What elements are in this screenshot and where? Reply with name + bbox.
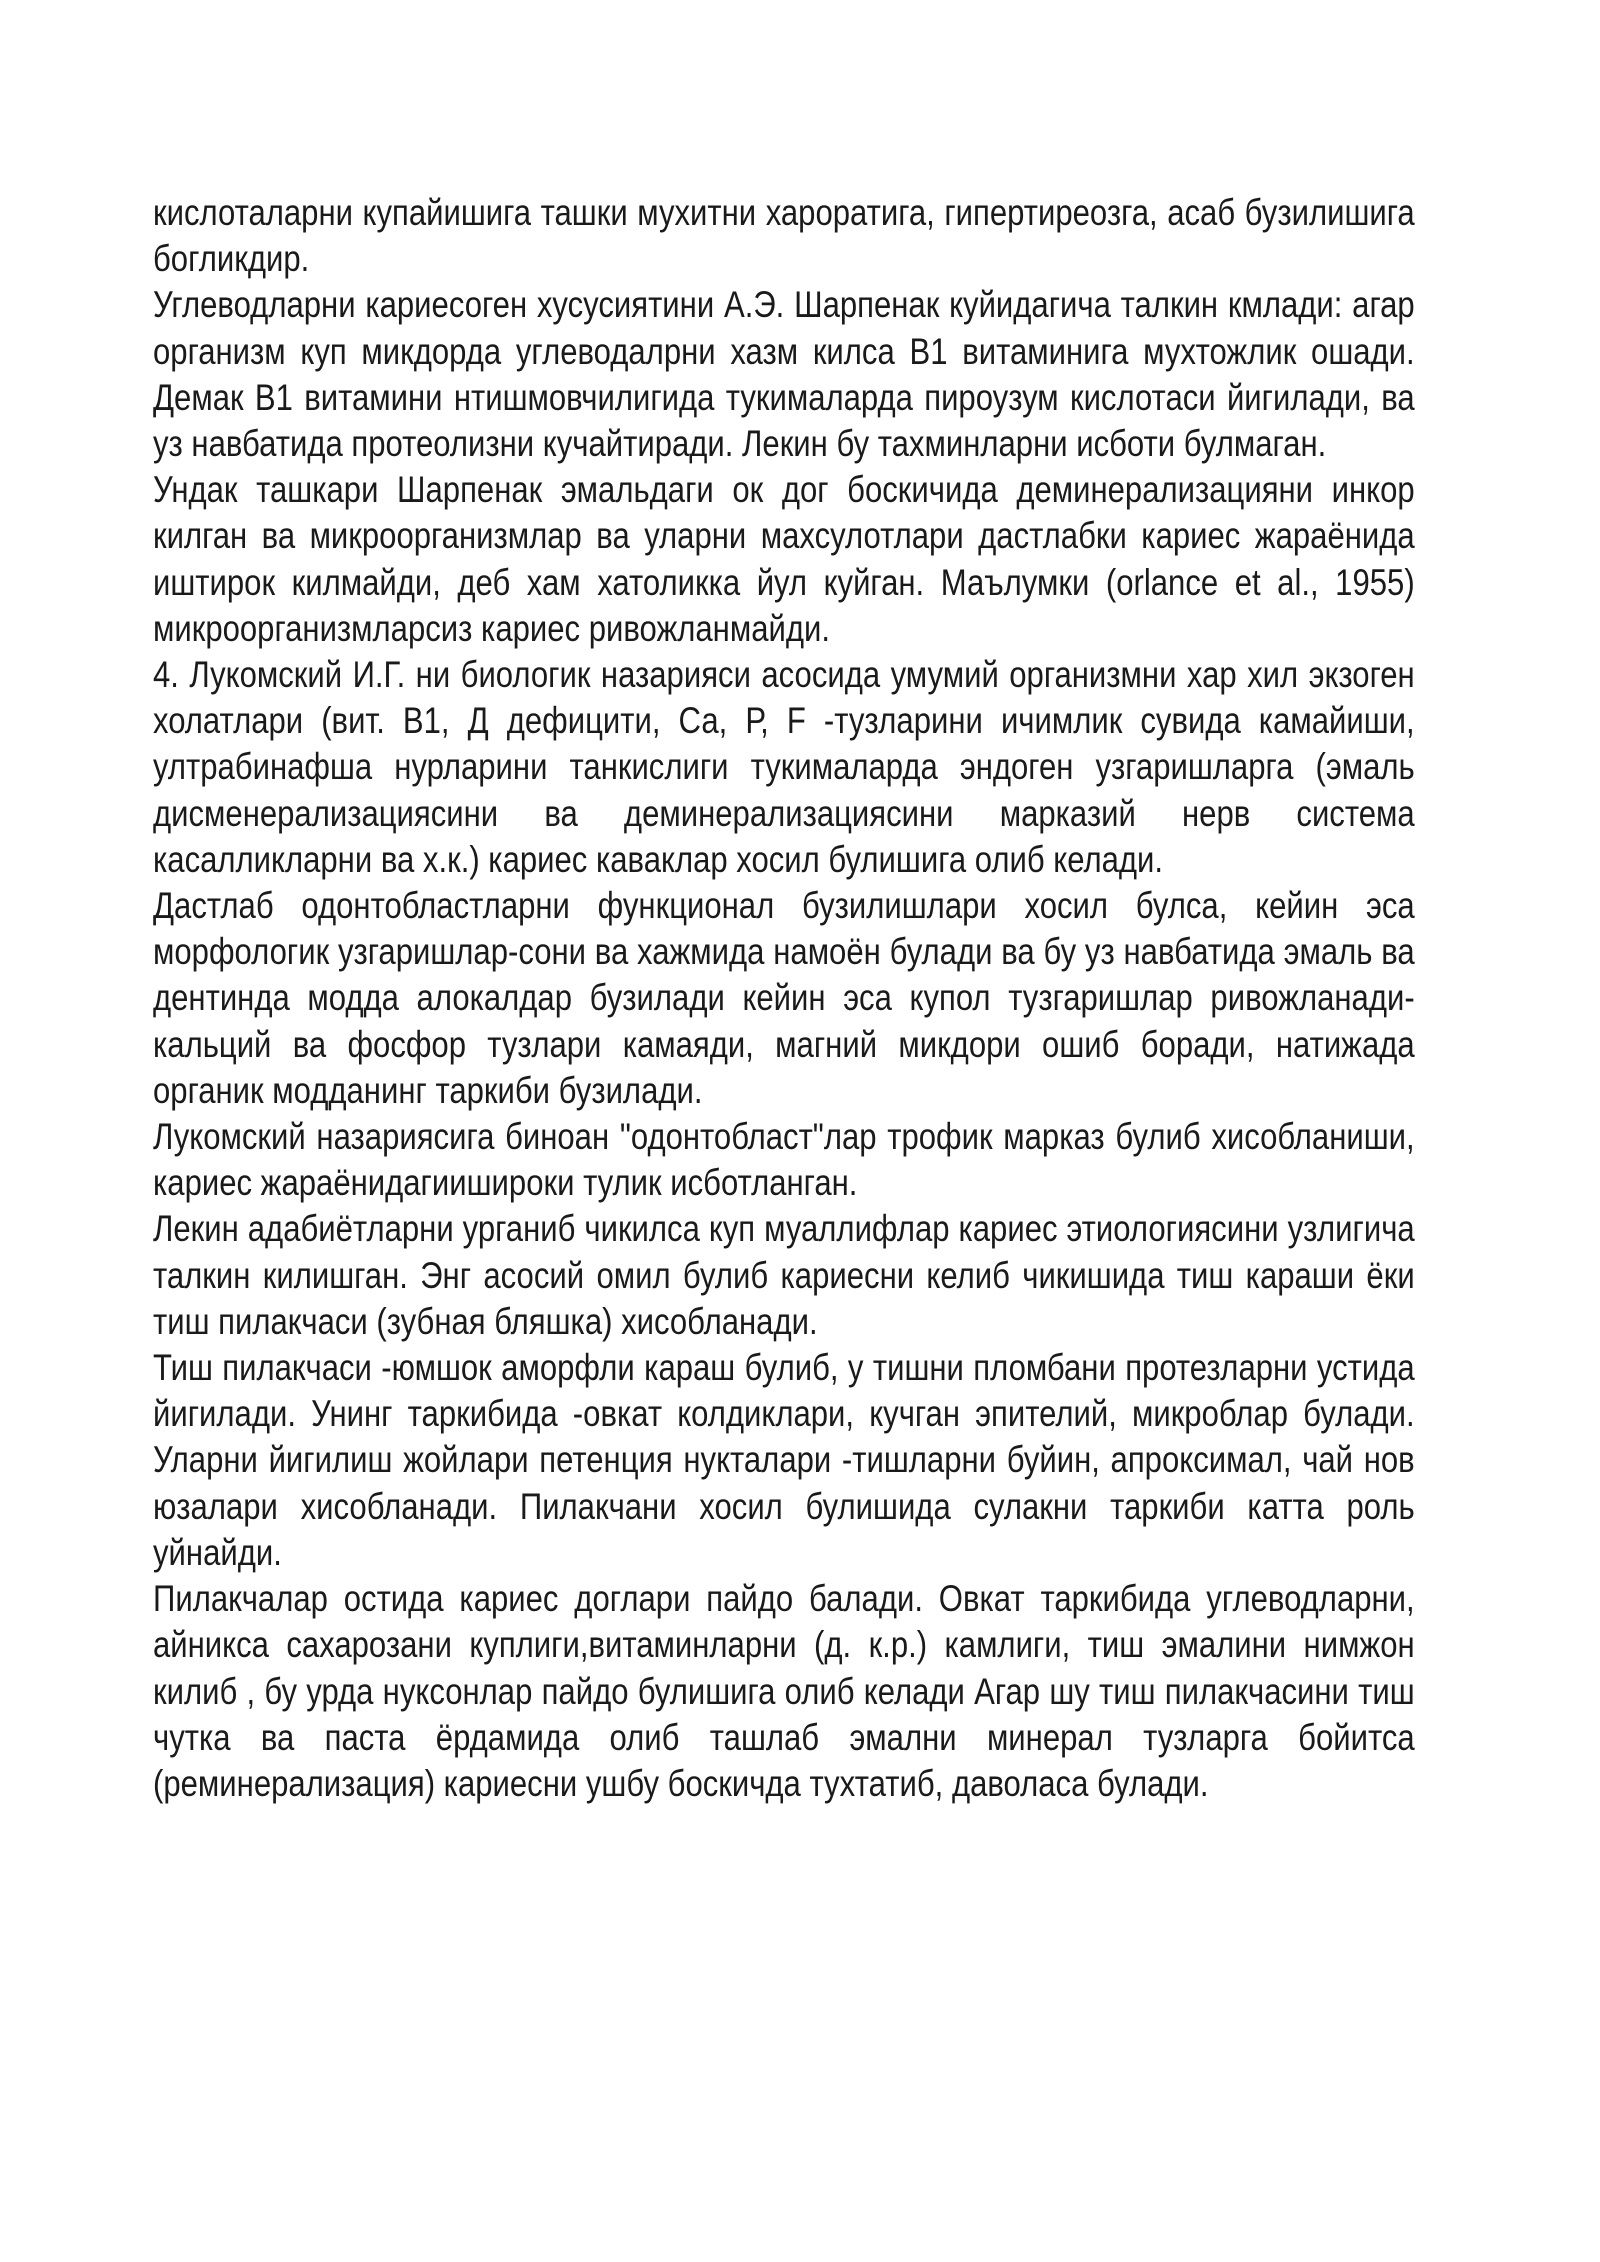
paragraph-7: Лекин адабиётларни урганиб чикилса куп муаллифлар кариес этиологиясини узлигича талкин килишган. Энг асосий омил булиб кариесни келиб чикишида тиш караши ёки тиш пилакчаси (зубная бляшка) хисобланади.: [153, 1208, 1415, 1342]
paragraph-5: Дастлаб одонтобластларни функционал бузилишлари хосил булса, кейин эса морфологик узгаришлар-сони ва хажмида намоён булади ва бу уз навбатида эмаль ва дентинда модда алокалдар бузилади кейин эса купол тузгаришлар ривожланади-кальций ва фосфор тузлари камаяди, магний микдори ошиб боради, натижада органик модданинг таркиби бузилади.: [153, 885, 1415, 1111]
paragraph-4: 4. Лукомский И.Г. ни биологик назарияси асосида умумий организмни хар хил экзоген холатлари (вит. В1, Д дефицити, Са, Р, F -тузларини ичимлик сувида камайиши, ултрабинафша нурларини танкислиги тукималарда эндоген узгаришларга (эмаль дисменерализациясини ва деминерализациясини марказий нерв система касалликларни ва х.к.) кариес каваклар хосил булишига олиб келади.: [153, 654, 1415, 880]
paragraph-3: Ундак ташкари Шарпенак эмальдаги ок дог боскичида деминерализацияни инкор килган ва микроорганизмлар ва уларни махсулотлари дастлабки кариес жараёнида иштирок килмайди, деб хам хатоликка йул куйган. Маълумки (orlance et al., 1955) микроорганизмларсиз кариес ривожланмайди.: [153, 469, 1415, 649]
paragraph-1: кислоталарни купайишига ташки мухитни хароратига, гипертиреозга, асаб бузилишига богликдир.: [153, 192, 1415, 280]
paragraph-8: Тиш пилакчаси -юмшок аморфли караш булиб, у тишни пломбани протезларни устида йигилади. Унинг таркибида -овкат колдиклари, кучган эпителий, микроблар булади. Уларни йигилиш жойлари петенция нукталари -тишларни буйин, апроксимал, чай нов юзалари хисобланади. Пилакчани хосил булишида сулакни таркиби катта роль уйнайди.: [153, 1347, 1415, 1573]
paragraph-6: Лукомский назариясига биноан "одонтобласт"лар трофик марказ булиб хисобланиши, кариес жараёнидагиишироки тулик исботланган.: [153, 1116, 1415, 1204]
paragraph-9: Пилакчалар остида кариес доглари пайдо балади. Овкат таркибида углеводларни, айникса сахарозани куплиги,витаминларни (д. к.р.) камлиги, тиш эмалини нимжон килиб , бу урда нуксонлар пайдо булишига олиб келади Агар шу тиш пилакчасини тиш чутка ва паста ёрдамида олиб ташлаб эмални минерал тузларга бойитса (реминерализация) кариесни ушбу боскичда тухтатиб, даволаса булади.: [153, 1578, 1415, 1804]
document-page: [153, 190, 1415, 1807]
paragraph-2: Углеводларни кариесоген хусусиятини А.Э. Шарпенак куйидагича талкин кмлади: агар организм куп микдорда углеводалрни хазм килса В1 витаминига мухтожлик ошади. Демак В1 витамини нтишмовчилигида тукималарда пироузум кислотаси йигилади, ва уз навбатида протеолизни кучайтиради. Лекин бу тахминларни исботи булмаган.: [153, 284, 1415, 465]
